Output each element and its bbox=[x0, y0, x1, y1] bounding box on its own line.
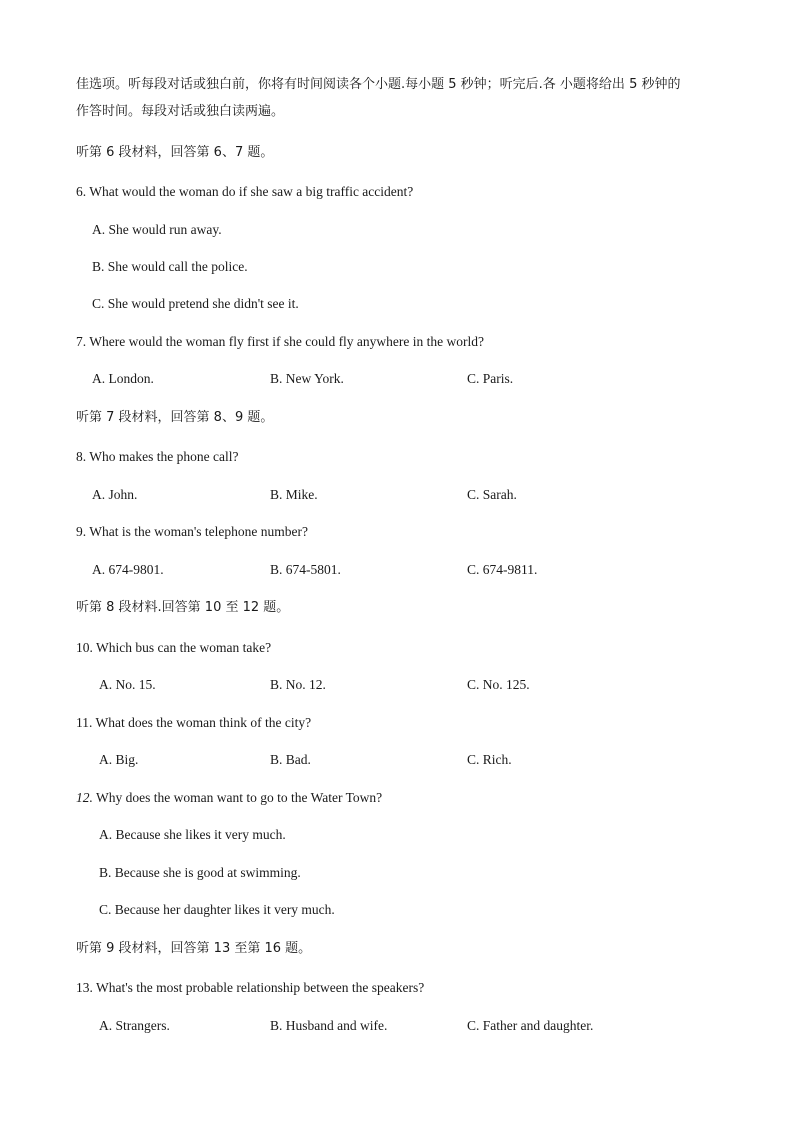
question-12-stem bbox=[76, 789, 382, 807]
section-heading-7: 听第 7 段材料，回答第 8、9 题。 bbox=[76, 410, 274, 425]
question-11-option-c: C. Rich. bbox=[467, 752, 512, 767]
question-6-stem: 6. What would the woman do if she saw a big traffic accident? bbox=[76, 184, 414, 199]
question-8-option-c: C. Sarah. bbox=[467, 487, 517, 502]
question-6-option-b: B. She would call the police. bbox=[92, 259, 248, 274]
question-10-option-a: A. No. 15. bbox=[99, 677, 156, 692]
question-10-option-c: C. No. 125. bbox=[467, 677, 530, 692]
question-12-number: 12. bbox=[76, 790, 93, 805]
question-6-option-c: C. She would pretend she didn't see it. bbox=[92, 296, 299, 311]
question-13-option-a: A. Strangers. bbox=[99, 1018, 170, 1033]
intro-line-1: 佳选项。听每段对话或独白前，你将有时间阅读各个小题.每小题 5 秒钟；听完后.各 小题将给出 5 秒钟的 bbox=[76, 77, 681, 92]
question-6-option-a: A. She would run away. bbox=[92, 222, 222, 237]
section-heading-6: 听第 6 段材料，回答第 6、7 题。 bbox=[76, 145, 274, 160]
question-12-option-b: B. Because she is good at swimming. bbox=[99, 865, 301, 880]
section-heading-8: 听第 8 段材料.回答第 10 至 12 题。 bbox=[76, 600, 290, 615]
question-7-option-b: B. New York. bbox=[270, 371, 344, 386]
question-10-stem: 10. Which bus can the woman take? bbox=[76, 640, 272, 655]
question-7-stem: 7. Where would the woman fly first if she could fly anywhere in the world? bbox=[76, 334, 485, 349]
question-9-option-b: B. 674-5801. bbox=[270, 562, 341, 577]
question-8-option-b: B. Mike. bbox=[270, 487, 318, 502]
question-7-option-a: A. London. bbox=[92, 371, 154, 386]
question-11-stem: 11. What does the woman think of the city? bbox=[76, 715, 312, 730]
question-10-option-b: B. No. 12. bbox=[270, 677, 326, 692]
question-13-option-c: C. Father and daughter. bbox=[467, 1018, 594, 1033]
question-11-option-b: B. Bad. bbox=[270, 752, 311, 767]
question-12-text: Why does the woman want to go to the Water Town? bbox=[92, 790, 383, 805]
question-9-option-c: C. 674-9811. bbox=[467, 562, 538, 577]
question-7-option-c: C. Paris. bbox=[467, 371, 514, 386]
question-13-option-b: B. Husband and wife. bbox=[270, 1018, 388, 1033]
question-12-option-a: A. Because she likes it very much. bbox=[99, 827, 286, 842]
question-11-option-a: A. Big. bbox=[99, 752, 139, 767]
intro-line-2: 作答时间。每段对话或独白读两遍。 bbox=[76, 104, 285, 119]
question-9-option-a: A. 674-9801. bbox=[92, 562, 164, 577]
question-8-option-a: A. John. bbox=[92, 487, 138, 502]
section-heading-9: 听第 9 段材料，回答第 13 至第 16 题。 bbox=[76, 941, 312, 956]
question-12-option-c: C. Because her daughter likes it very much. bbox=[99, 902, 335, 917]
question-9-stem: 9. What is the woman's telephone number? bbox=[76, 524, 308, 539]
question-13-stem: 13. What's the most probable relationship between the speakers? bbox=[76, 980, 425, 995]
question-8-stem: 8. Who makes the phone call? bbox=[76, 449, 239, 464]
